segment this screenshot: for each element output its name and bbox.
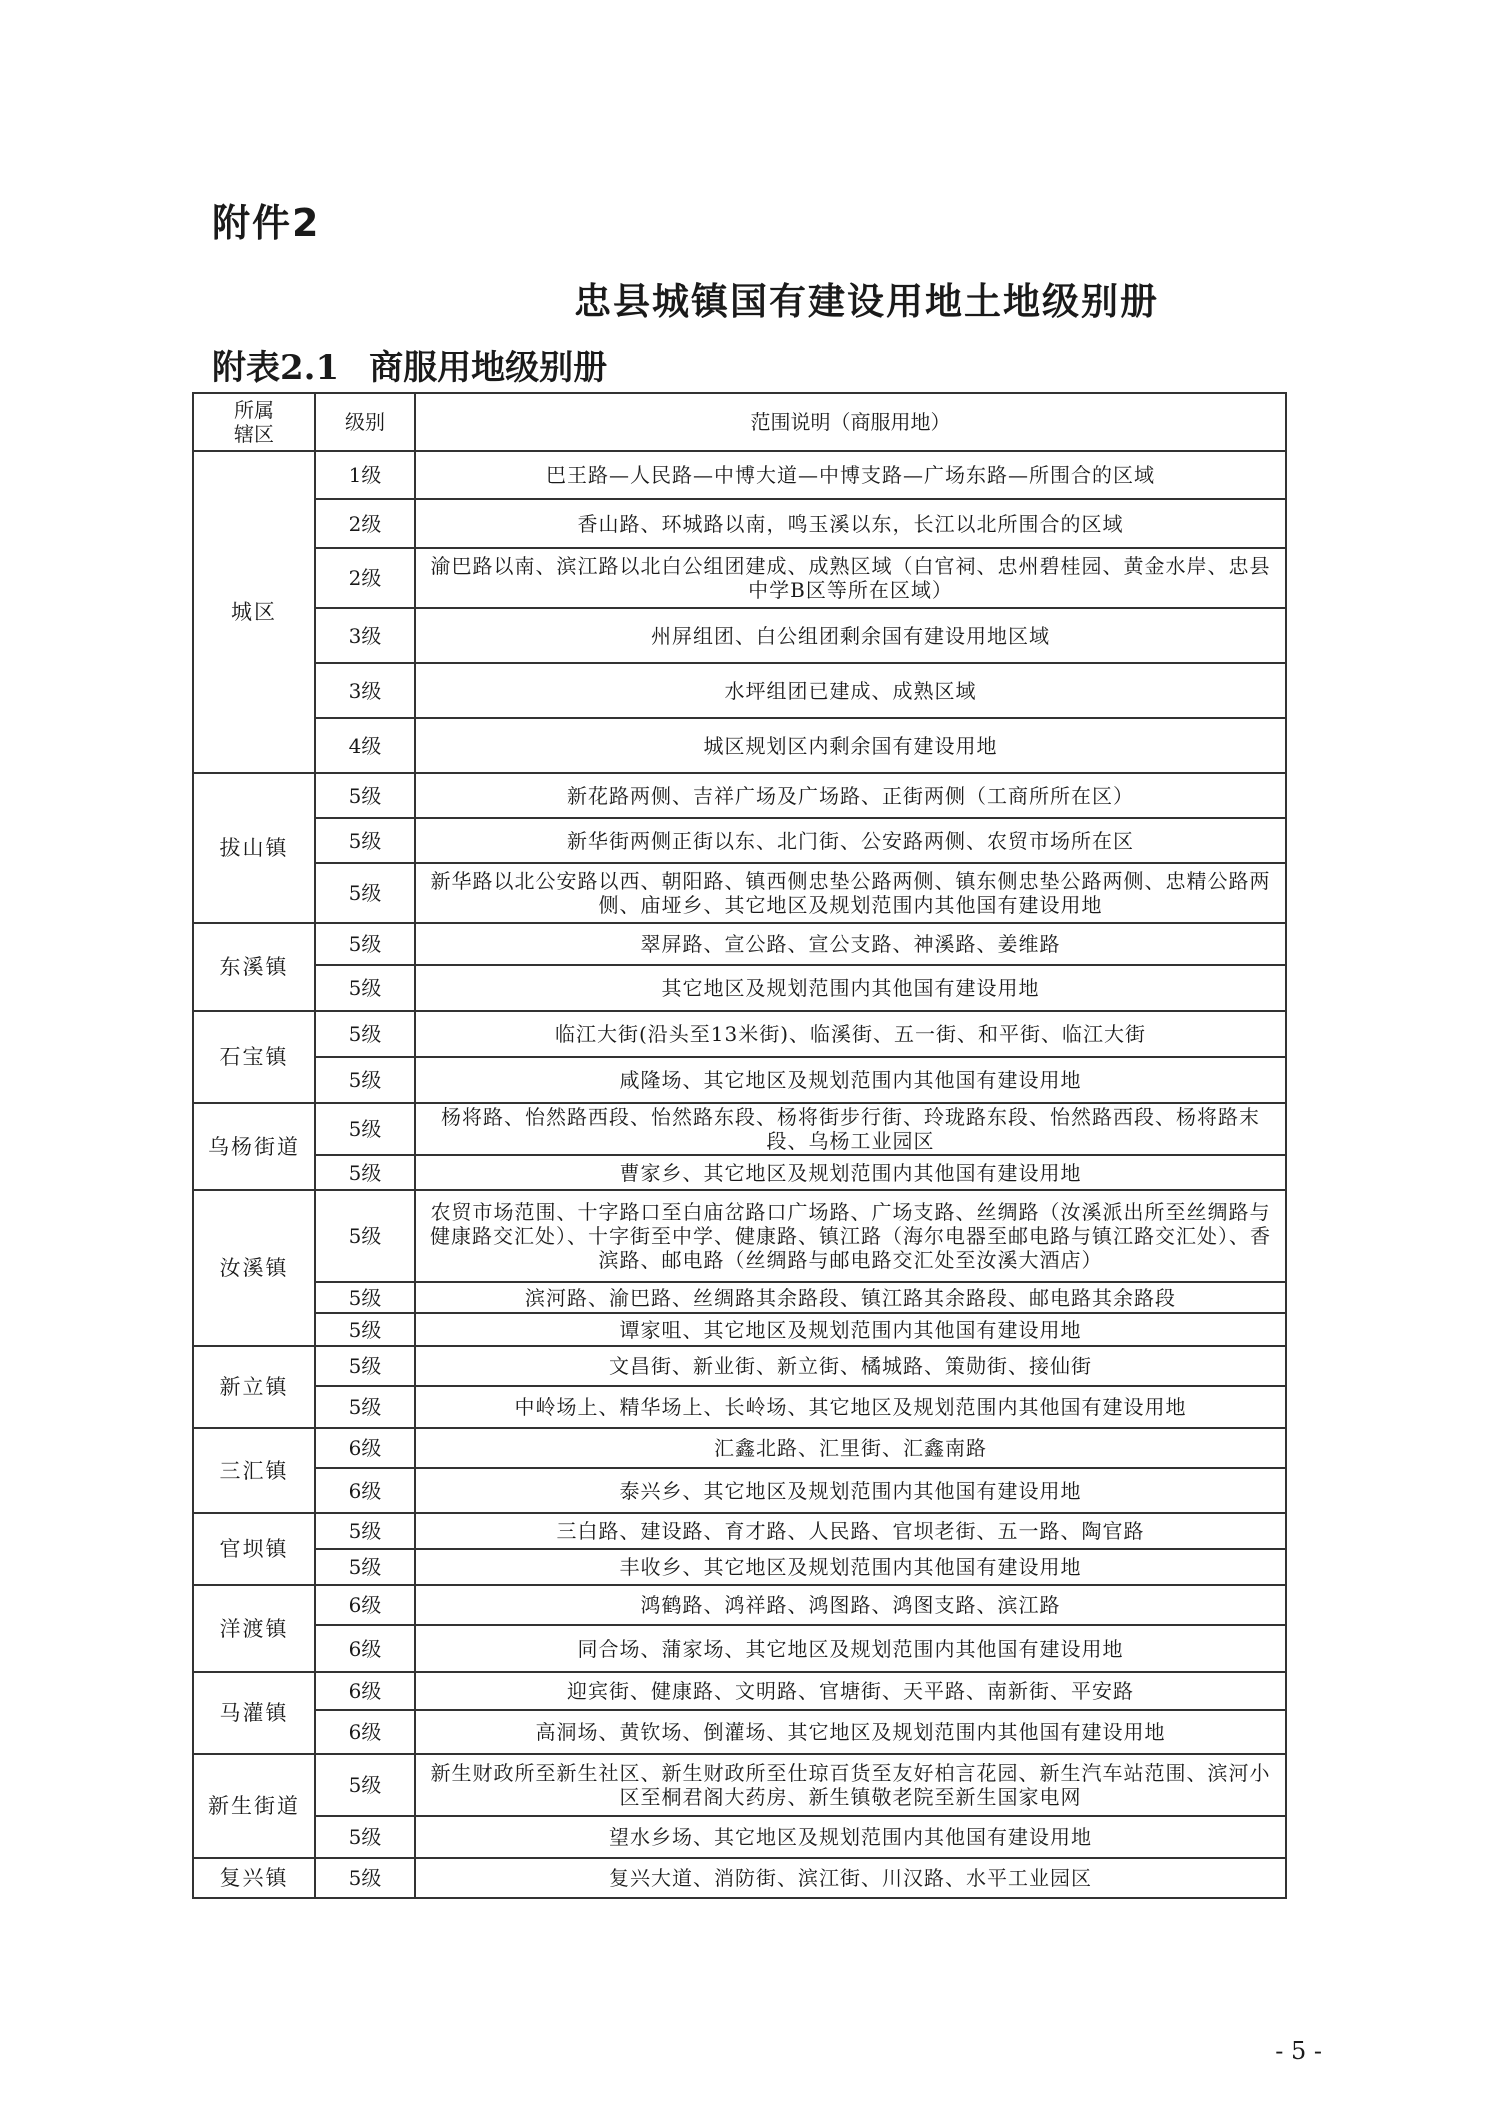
table-row <box>193 663 1286 718</box>
table-row <box>193 1585 1286 1625</box>
table-row <box>193 1057 1286 1103</box>
scope-cell: 临江大街(沿头至13米街)、临溪街、五一街、和平街、临江大街 <box>415 1011 1286 1057</box>
scope-cell: 汇鑫北路、汇里街、汇鑫南路 <box>415 1428 1286 1468</box>
scope-cell: 望水乡场、其它地区及规划范围内其他国有建设用地 <box>415 1816 1286 1858</box>
scope-cell: 中岭场上、精华场上、长岭场、其它地区及规划范围内其他国有建设用地 <box>415 1386 1286 1428</box>
level-cell: 6级 <box>315 1428 415 1468</box>
level-cell: 5级 <box>315 965 415 1011</box>
level-cell: 5级 <box>315 1513 415 1549</box>
scope-cell: 新生财政所至新生社区、新生财政所至仕琼百货至友好柏言花园、新生汽车站范围、滨河小区至桐君阁大药房、新生镇敬老院至新生国家电网 <box>415 1754 1286 1816</box>
table-row <box>193 1346 1286 1386</box>
table-row <box>193 1386 1286 1428</box>
scope-cell: 滨河路、渝巴路、丝绸路其余路段、镇江路其余路段、邮电路其余路段 <box>415 1282 1286 1313</box>
scope-cell: 迎宾街、健康路、文明路、官塘街、天平路、南新街、平安路 <box>415 1672 1286 1710</box>
table-row <box>193 1816 1286 1858</box>
table-row <box>193 1155 1286 1190</box>
level-cell: 3级 <box>315 663 415 718</box>
scope-cell: 复兴大道、消防街、滨江街、川汉路、水平工业园区 <box>415 1858 1286 1898</box>
scope-cell: 新华路以北公安路以西、朝阳路、镇西侧忠垫公路两侧、镇东侧忠垫公路两侧、忠精公路两侧、庙垭乡、其它地区及规划范围内其他国有建设用地 <box>415 863 1286 923</box>
table-row <box>193 1313 1286 1346</box>
attachment-label: 附件2 <box>212 201 321 245</box>
level-cell: 5级 <box>315 863 415 923</box>
district-cell: 乌杨街道 <box>193 1103 315 1190</box>
level-cell: 6级 <box>315 1585 415 1625</box>
level-cell: 6级 <box>315 1710 415 1754</box>
land-grade-table <box>192 392 1287 1899</box>
table-number: 附表2.1 <box>212 348 340 388</box>
level-cell: 6级 <box>315 1468 415 1513</box>
district-cell: 新生街道 <box>193 1754 315 1858</box>
table-row <box>193 718 1286 773</box>
level-cell: 5级 <box>315 1103 415 1155</box>
table-row <box>193 1428 1286 1468</box>
scope-cell: 香山路、环城路以南，鸣玉溪以东，长江以北所围合的区域 <box>415 499 1286 548</box>
scope-cell: 城区规划区内剩余国有建设用地 <box>415 718 1286 773</box>
scope-cell: 高洞场、黄钦场、倒灌场、其它地区及规划范围内其他国有建设用地 <box>415 1710 1286 1754</box>
level-cell: 6级 <box>315 1672 415 1710</box>
district-header: 所属 辖区 <box>193 393 315 451</box>
table-row <box>193 1282 1286 1313</box>
scope-cell: 泰兴乡、其它地区及规划范围内其他国有建设用地 <box>415 1468 1286 1513</box>
table-title <box>212 340 607 389</box>
table-row <box>193 1625 1286 1672</box>
table-row <box>193 451 1286 499</box>
level-cell: 2级 <box>315 499 415 548</box>
scope-cell: 三白路、建设路、育才路、人民路、官坝老街、五一路、陶官路 <box>415 1513 1286 1549</box>
scope-cell: 州屏组团、白公组团剩余国有建设用地区域 <box>415 608 1286 663</box>
level-cell: 5级 <box>315 1346 415 1386</box>
level-cell: 5级 <box>315 1754 415 1816</box>
level-cell: 5级 <box>315 1155 415 1190</box>
level-cell: 5级 <box>315 1282 415 1313</box>
district-cell: 石宝镇 <box>193 1011 315 1103</box>
level-cell: 5级 <box>315 1816 415 1858</box>
table-row <box>193 1754 1286 1816</box>
table-row <box>193 818 1286 863</box>
district-cell: 马灌镇 <box>193 1672 315 1754</box>
scope-header: 范围说明（商服用地） <box>415 393 1286 451</box>
level-cell: 6级 <box>315 1625 415 1672</box>
table-row <box>193 1549 1286 1585</box>
scope-cell: 新华街两侧正街以东、北门街、公安路两侧、农贸市场所在区 <box>415 818 1286 863</box>
district-cell: 汝溪镇 <box>193 1190 315 1346</box>
level-cell: 5级 <box>315 1190 415 1282</box>
scope-cell: 巴王路—人民路—中博大道—中博支路—广场东路—所围合的区域 <box>415 451 1286 499</box>
table-row <box>193 1710 1286 1754</box>
level-cell: 2级 <box>315 548 415 608</box>
scope-cell: 曹家乡、其它地区及规划范围内其他国有建设用地 <box>415 1155 1286 1190</box>
district-cell: 城区 <box>193 451 315 773</box>
level-cell: 5级 <box>315 1549 415 1585</box>
table-row <box>193 773 1286 818</box>
table-header-row <box>193 393 1286 451</box>
table-row <box>193 1468 1286 1513</box>
level-cell: 5级 <box>315 818 415 863</box>
document-title: 忠县城镇国有建设用地土地级别册 <box>574 280 1159 323</box>
table-row <box>193 1103 1286 1155</box>
scope-cell: 农贸市场范围、十字路口至白庙岔路口广场路、广场支路、丝绸路（汝溪派出所至丝绸路与健康路交汇处）、十字街至中学、健康路、镇江路（海尔电器至邮电路与镇江路交汇处）、香滨路、邮电路（丝绸路与邮电路交汇处至汝溪大酒店） <box>415 1190 1286 1282</box>
level-cell: 5级 <box>315 923 415 965</box>
level-header: 级别 <box>315 393 415 451</box>
scope-cell: 谭家咀、其它地区及规划范围内其他国有建设用地 <box>415 1313 1286 1346</box>
table-row <box>193 1858 1286 1898</box>
table-body <box>193 451 1286 1898</box>
scope-cell: 杨将路、怡然路西段、怡然路东段、杨将街步行街、玲珑路东段、怡然路西段、杨将路末段、乌杨工业园区 <box>415 1103 1286 1155</box>
table-row <box>193 1190 1286 1282</box>
level-cell: 5级 <box>315 1057 415 1103</box>
table-row <box>193 608 1286 663</box>
table-row <box>193 548 1286 608</box>
district-cell: 官坝镇 <box>193 1513 315 1585</box>
scope-cell: 其它地区及规划范围内其他国有建设用地 <box>415 965 1286 1011</box>
level-cell: 1级 <box>315 451 415 499</box>
table-row <box>193 1513 1286 1549</box>
page-number: - 5 - <box>1275 2037 1322 2065</box>
table-name: 商服用地级别册 <box>369 348 608 388</box>
level-cell: 5级 <box>315 1313 415 1346</box>
district-cell: 东溪镇 <box>193 923 315 1011</box>
table-row <box>193 1011 1286 1057</box>
level-cell: 5级 <box>315 773 415 818</box>
scope-cell: 咸隆场、其它地区及规划范围内其他国有建设用地 <box>415 1057 1286 1103</box>
level-cell: 4级 <box>315 718 415 773</box>
scope-cell: 翠屏路、宣公路、宣公支路、神溪路、姜维路 <box>415 923 1286 965</box>
scope-cell: 同合场、蒲家场、其它地区及规划范围内其他国有建设用地 <box>415 1625 1286 1672</box>
table-row <box>193 965 1286 1011</box>
scope-cell: 新花路两侧、吉祥广场及广场路、正街两侧（工商所所在区） <box>415 773 1286 818</box>
table-row <box>193 863 1286 923</box>
district-cell: 复兴镇 <box>193 1858 315 1898</box>
district-cell: 拔山镇 <box>193 773 315 923</box>
district-cell: 三汇镇 <box>193 1428 315 1513</box>
scope-cell: 渝巴路以南、滨江路以北白公组团建成、成熟区域（白官祠、忠州碧桂园、黄金水岸、忠县中学B区等所在区域） <box>415 548 1286 608</box>
scope-cell: 丰收乡、其它地区及规划范围内其他国有建设用地 <box>415 1549 1286 1585</box>
table-row <box>193 499 1286 548</box>
scope-cell: 水坪组团已建成、成熟区域 <box>415 663 1286 718</box>
level-cell: 3级 <box>315 608 415 663</box>
table-row <box>193 923 1286 965</box>
district-cell: 洋渡镇 <box>193 1585 315 1672</box>
level-cell: 5级 <box>315 1011 415 1057</box>
district-cell: 新立镇 <box>193 1346 315 1428</box>
scope-cell: 文昌街、新业街、新立街、橘城路、策勋街、接仙街 <box>415 1346 1286 1386</box>
level-cell: 5级 <box>315 1858 415 1898</box>
scope-cell: 鸿鹤路、鸿祥路、鸿图路、鸿图支路、滨江路 <box>415 1585 1286 1625</box>
table-row <box>193 1672 1286 1710</box>
level-cell: 5级 <box>315 1386 415 1428</box>
